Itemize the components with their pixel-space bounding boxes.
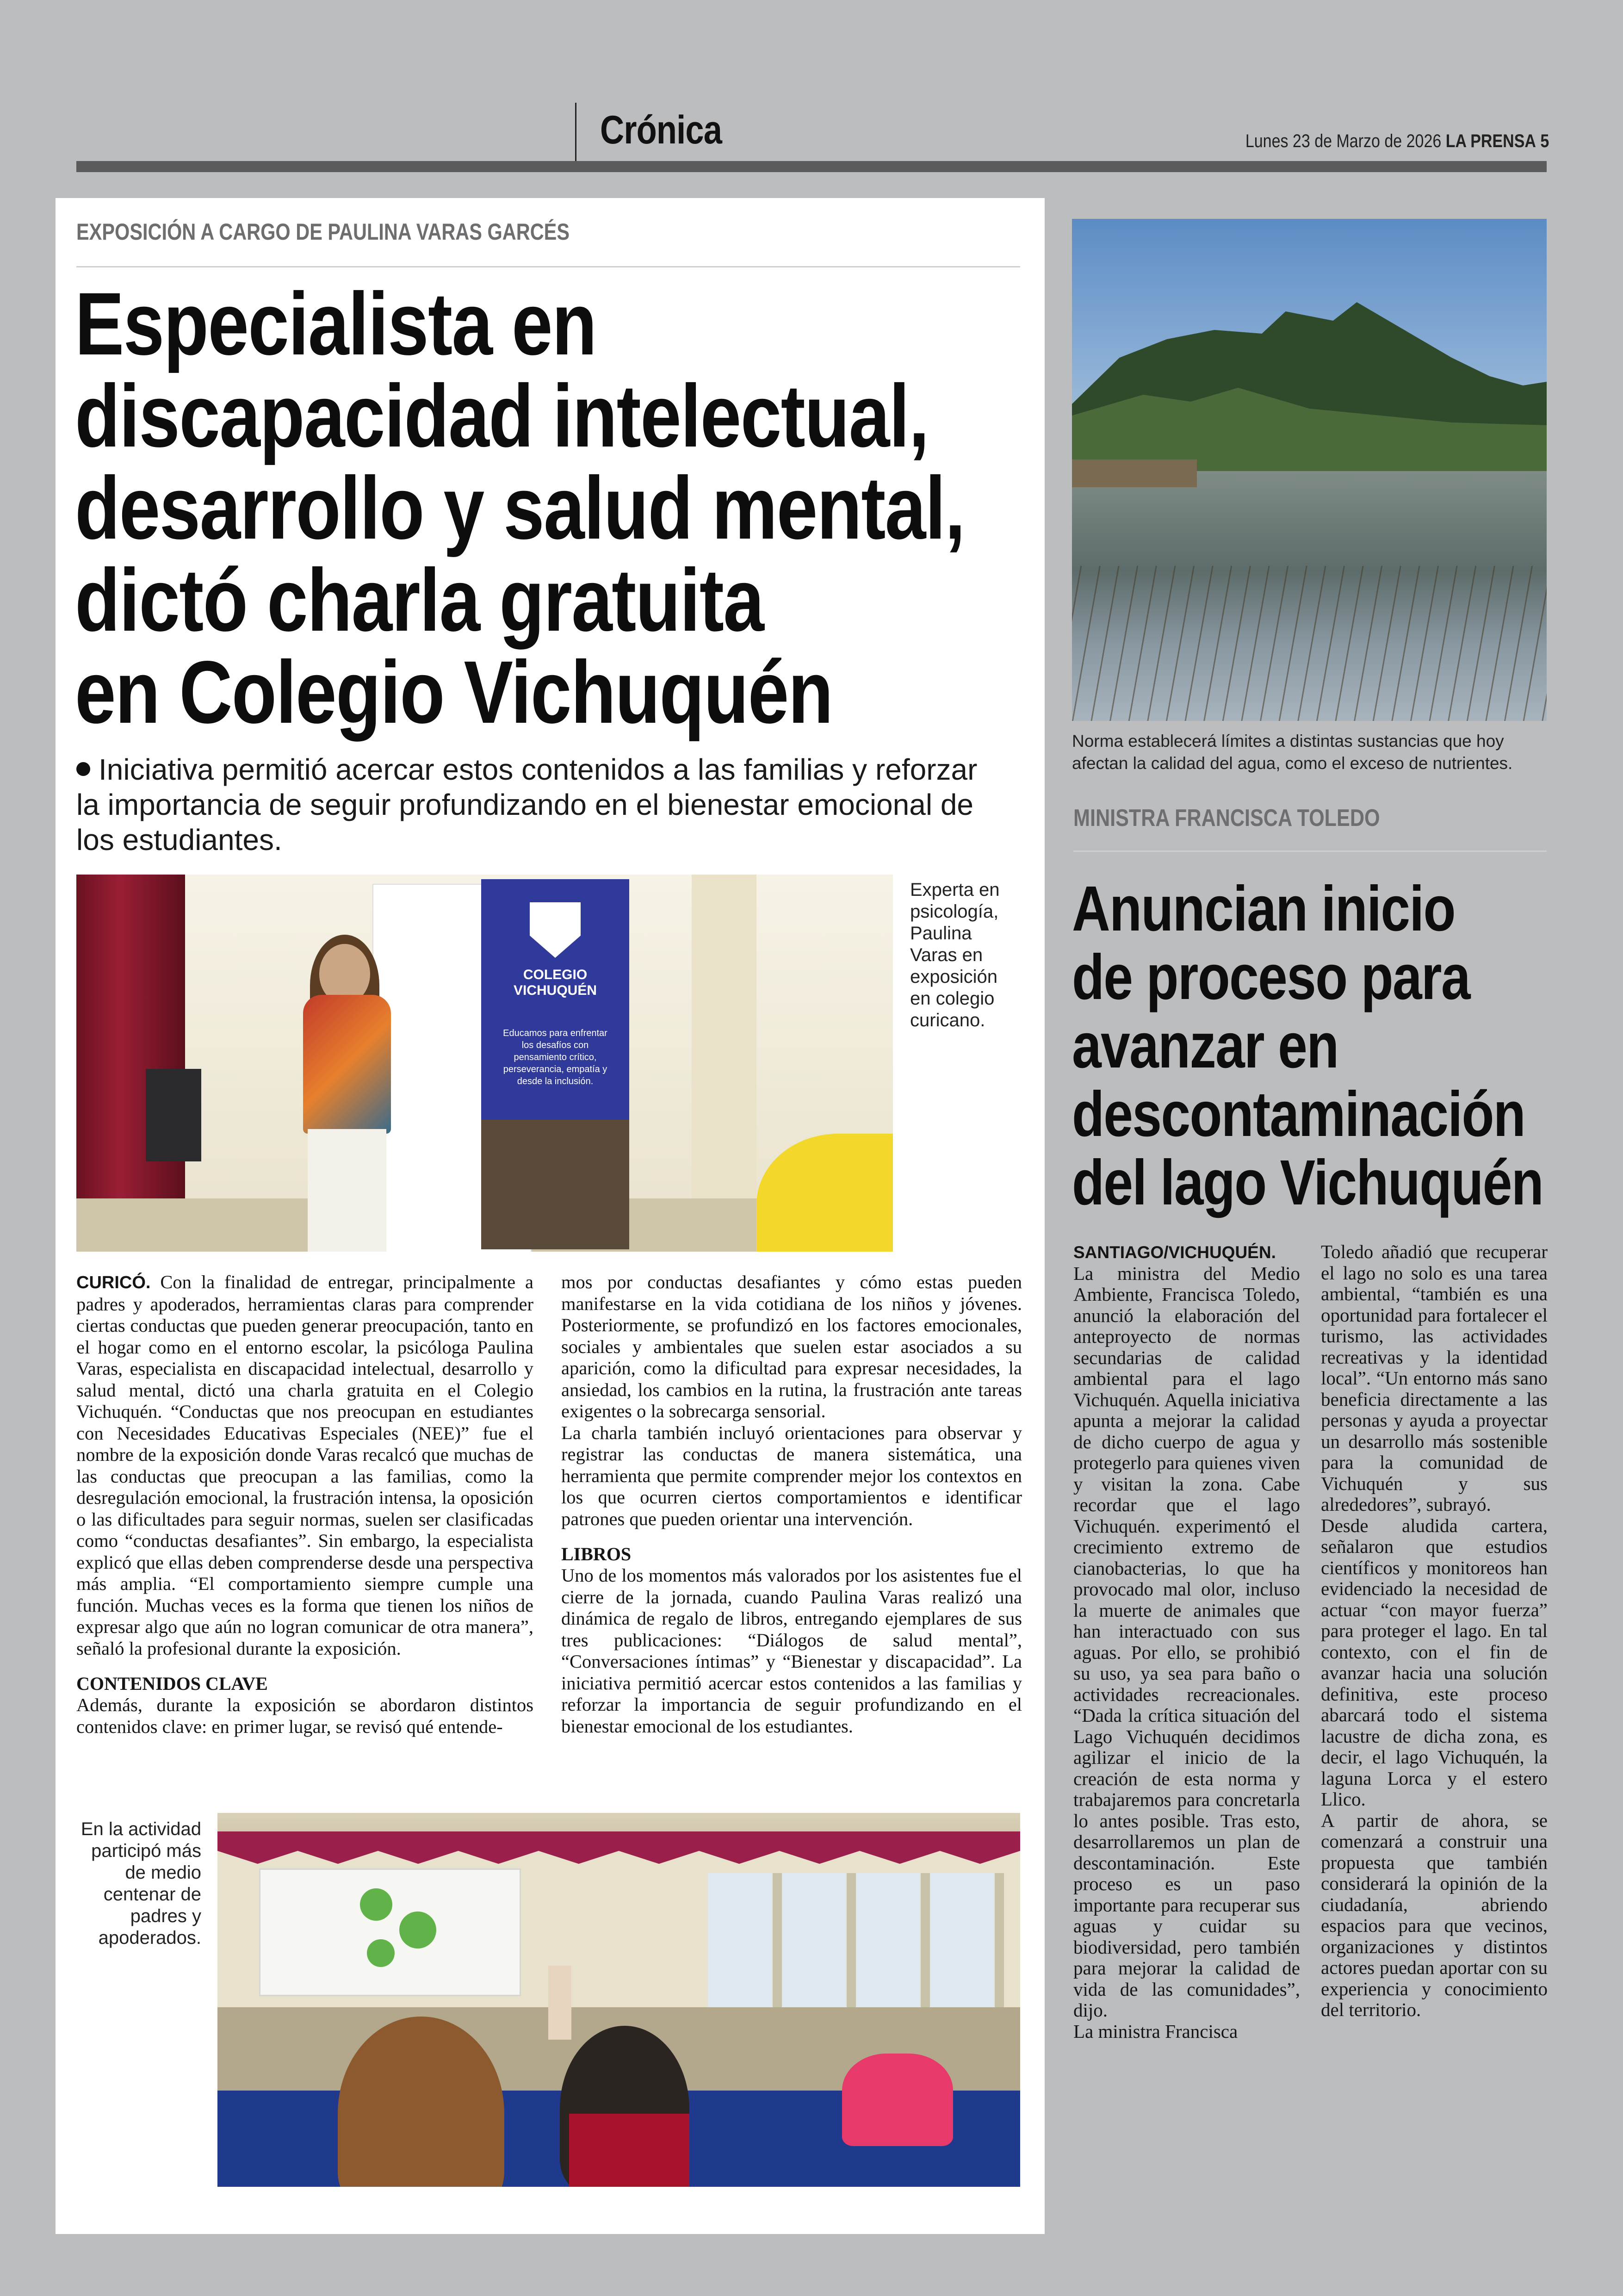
main-article-column-2 [561,1272,1022,1737]
slide-circle-icon [360,1888,392,1921]
main-paragraph: Además, durante la exposición se abordaron distintos contenidos clave: en primer lugar, se revisó qué entende- [76,1694,533,1737]
speaker-photo [76,875,893,1252]
main-headline-line: desarrollo y salud mental, [75,458,965,558]
main-article-column-1 [76,1272,533,1738]
audience-photo-caption: En la actividad participó más de medio centenar de padres y apoderados. [81,1819,201,1948]
side-headline-line: avanzar en [1072,1010,1338,1081]
header-date-line [1245,131,1549,152]
wall-column [692,875,756,1252]
main-paragraph: Uno de los momentos más valorados por los asistentes fue el cierre de la jornada, cuando Paulina Varas realizó una dinámica de regalo de libros, entregando ejemplares de sus tres publicaciones: “Diálogos de salud mental”, “Conversaciones íntimas” y “Bienestar y discapacidad”. La iniciativa permitió acercar estos contenidos a las familias y reforzar la importancia de seguir profundizando en el bienestar emocional de los estudiantes. [561,1565,1022,1737]
side-headline-line: Anuncian inicio [1072,873,1455,944]
pink-valance [217,1831,1020,1864]
side-headline [1072,875,1543,1217]
main-headline [75,274,965,742]
audience-photo [217,1813,1020,2187]
header-date: Lunes 23 de Marzo de 2026 [1245,131,1441,151]
main-deck [76,752,1002,857]
reeds [1072,566,1547,721]
presenter-figure [548,1966,571,2040]
main-dateline: CURICÓ. [76,1273,151,1292]
school-crest-icon [530,902,581,958]
main-kicker: EXPOSICIÓN A CARGO DE PAULINA VARAS GARCÉS [76,219,570,245]
main-headline-line: en Colegio Vichuquén [75,642,833,742]
header-page-number: 5 [1540,131,1549,151]
loudspeaker [146,1069,201,1161]
main-subhead: LIBROS [561,1544,632,1564]
side-paragraph: La ministra del Medio Ambiente, Francisca Toledo, anunció la elaboración del anteproyecto de normas secundarias de calidad ambiental para el lago Vichuquén. Aquella iniciativa apunta a mejorar la calidad de dicho cuerpo de agua y protegerlo para quienes viven y visitan la zona. Cabe recordar que el lago Vichuquén. experimentó el crecimiento extremo de cianobacterias, lo que ha provocado mal olor, incluso la muerte de animales que han interactuado con sus aguas. Por ello, se prohibió su uso, ya sea para baño o actividades recreacionales. “Dada la crítica situación del Lago Vichuquén decidimos agilizar el inicio de la creación de esta norma y trabajaremos para concretarla lo antes posible. Tras esto, desarrollaremos un plan de descontaminación. Este proceso es un paso importante para recuperar sus aguas y cuidar su biodiversidad, pero también para mejorar la calidad de vida de las comunidades”, dijo. [1073,1262,1300,2021]
main-kicker-rule [76,266,1020,267]
side-dateline: SANTIAGO/VICHUQUÉN. [1073,1243,1276,1262]
slide-circle-icon [367,1939,395,1967]
slide-circle-icon [399,1911,436,1948]
school-banner [481,879,629,1249]
bullet-icon [76,762,90,776]
speaker-shawl [303,995,391,1134]
audience-member-pink [842,2054,953,2146]
side-kicker: MINISTRA FRANCISCA TOLEDO [1073,805,1380,832]
side-paragraph: A partir de ahora, se comenzará a construir una propuesta que también considerará la opinión de la ciudadanía, abriendo espacios para que vecinos, organizaciones y distintos actores puedan aportar con su experiencia y conocimiento del territorio. [1321,1809,1548,2020]
side-article-column-2 [1321,1241,1548,2021]
lake-photo [1072,219,1547,721]
banner-plant-image [481,1120,629,1249]
main-headline-line: Especialista en [75,274,596,373]
dock [1072,459,1197,487]
main-headline-line: discapacidad intelectual, [75,366,929,465]
main-headline-line: dictó charla gratuita [75,550,764,650]
speaker-pants [308,1129,386,1252]
side-article-column-1 [1073,1241,1300,2042]
projection-screen [259,1868,521,1996]
main-deck-text: Iniciativa permitió acercar estos contenidos a las familias y reforzar la importancia de seguir profundizando en el bienestar emocional de los estudiantes. [76,753,978,856]
main-paragraph: mos por conductas desafiantes y cómo estas pueden manifestarse en la vida cotidiana de los niños y jóvenes. Posteriormente, se profundizó en los factores emocionales, sociales y ambientales que suelen estar asociados a su aparición, como la dificultad para expresar necesidades, la ansiedad, los cambios en la rutina, la frustración ante tareas exigentes o la sobrecarga sensorial. [561,1272,1022,1421]
side-headline-line: descontaminación [1072,1079,1525,1150]
side-headline-line: de proceso para [1072,942,1470,1013]
header-divider [575,103,576,162]
speaker-photo-caption: Experta en psicología, Paulina Varas en exposición en colegio curicano. [910,880,1000,1030]
side-headline-line: del lago Vichuquén [1072,1147,1543,1218]
section-title: Crónica [600,108,722,152]
header-paper-name: LA PRENSA [1445,131,1536,151]
main-subhead: CONTENIDOS CLAVE [76,1673,268,1694]
banner-text: Educamos para enfrentar los desafíos con pensamiento crítico, perseverancia, empatía y desde la inclusión. [503,1028,607,1086]
banner-title: COLEGIO VICHUQUÉN [513,967,597,998]
side-paragraph: La ministra Francisca [1073,2020,1238,2042]
main-paragraph: La charla también incluyó orientaciones para observar y registrar las conductas de manera sistemática, una herramienta que permite comprender mejor los contextos en los que ocurren ciertos comportamientos e identificar patrones que pueden orientar una intervención. [561,1422,1022,1529]
main-paragraph: Con la finalidad de entregar, principalmente a padres y apoderados, herramientas claras para comprender ciertas conductas que pueden generar preocupación, tanto en el hogar como en el entorno escolar, la psicóloga Paulina Varas, especialista en discapacidad intelectual, desarrollo y salud mental, dictó una charla gratuita en el Colegio Vichuquén. “Conductas que nos preocupan en estudiantes con Necesidades Educativas Especiales (NEE)” fue el nombre de la exposición donde Varas recalcó que muchas de las conductas que preocupan a las familias, como la desregulación emocional, la frustración intensa, la oposición o las dificultades para seguir normas, suelen ser clasificadas como “conductas desafiantes”. Sin embargo, la especialista explicó que ellas deben comprenderse desde una perspectiva más amplia. “El comportamiento siempre cumple una función. Muchas veces es la forma que tienen los niños de expresar algo que aún no logran comunicar de otra manera”, señaló la profesional durante la exposición. [76,1272,533,1659]
side-paragraph: Toledo añadió que recuperar el lago no solo es una tarea ambiental, “también es una oportunidad para fortalecer el turismo, las actividades recreativas y la identidad local”. “Un entorno más sano beneficia directamente a las personas y ayuda a proyectar un desarrollo más sostenible para la comunidad de Vichuquén y sus alrededores”, subrayó. [1321,1241,1548,1515]
side-paragraph: Desde aludida cartera, señalaron que estudios científicos y monitoreos han evidenciado la necesidad de actuar “con mayor fuerza” para proteger el lago. En tal contexto, con el fin de avanzar hacia una solución definitiva, este proceso abarcará todo el sistema lacustre de dicha zona, es decir, el lago Vichuquén, la laguna Lorca y el estero Llico. [1321,1514,1548,1810]
hall-windows [708,1873,1004,2026]
side-kicker-rule [1073,850,1547,852]
header-rule [76,161,1547,172]
red-curtain [76,875,185,1252]
audience-member-shirt [569,2114,689,2187]
lake-photo-caption: Norma establecerá límites a distintas sustancias que hoy afectan la calidad del agua, como el exceso de nutrientes. [1072,732,1513,773]
